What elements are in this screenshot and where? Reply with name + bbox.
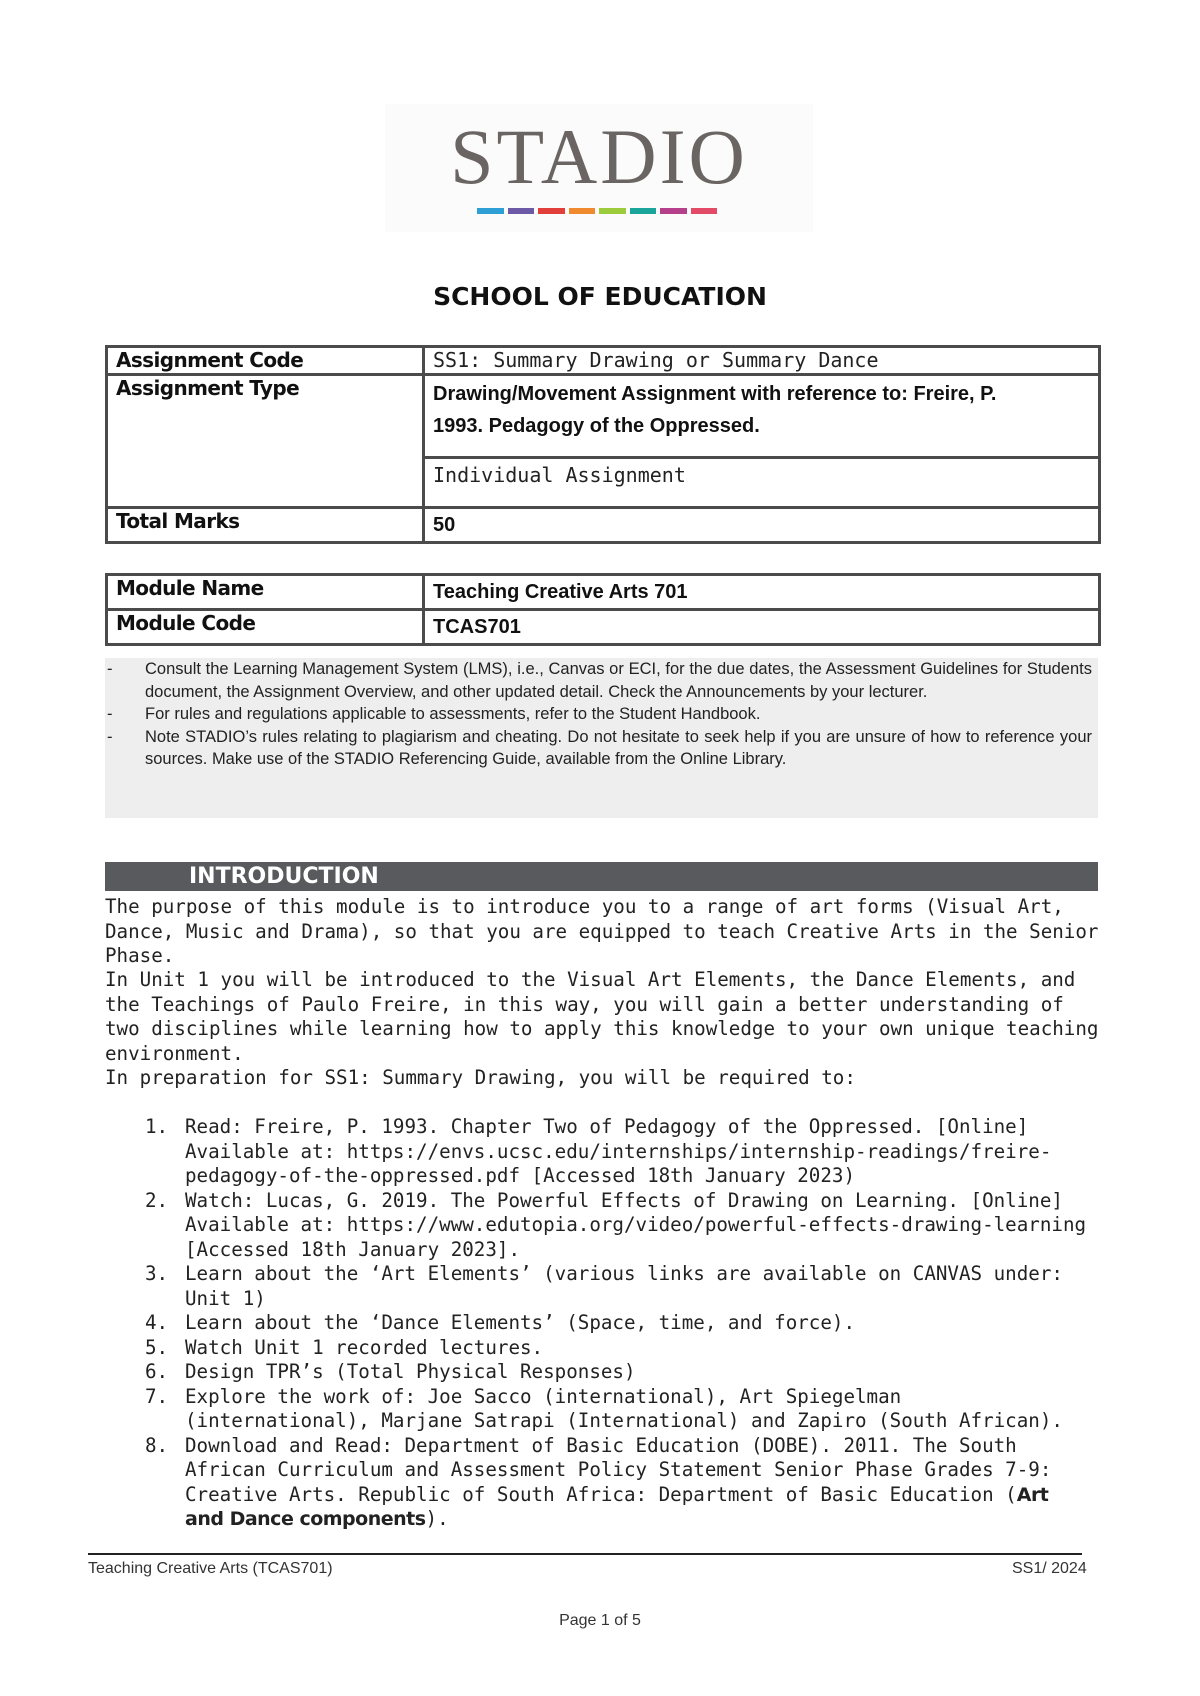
intro-paragraph-1: The purpose of this module is to introduce you to a range of art forms (Visual Art, Dance, Music and Drama), so that you are equipped to teach Creative Arts in the Senior Phase.: [105, 895, 1099, 967]
list-item: 2. Watch: Lucas, G. 2019. The Powerful Effects of Drawing on Learning. [Online] Available at: https://www.edutopia.org/video/powerful-effects-drawing-learning [Accessed 18th January 2023].: [145, 1188, 1087, 1261]
list-item: 5. Watch Unit 1 recorded lectures.: [145, 1335, 544, 1359]
footer-divider: [88, 1553, 1082, 1555]
assignment-mode: Individual Assignment: [433, 463, 686, 487]
total-marks-label: Total Marks: [107, 508, 424, 543]
assignment-type-value: [424, 375, 1100, 508]
logo-stripe-segment: [477, 208, 504, 214]
requirements-list: [105, 1115, 1090, 1532]
logo-stripe-segment: [630, 208, 657, 214]
list-item: 8. Download and Read: Department of Basic Education (DOBE). 2011. The South African Curriculum and Assessment Policy Statement Senior Phase Grades 7-9: Creative Arts. Republic of South Africa: Department of Basic Education (Art and Dance components).: [145, 1433, 1052, 1530]
logo-color-stripe: [477, 208, 717, 214]
assignment-type-line1: Drawing/Movement Assignment with reference to: Freire, P.: [433, 383, 997, 405]
note-item: - Note STADIO’s rules relating to plagiarism and cheating. Do not hesitate to seek help if you are unsure of how to reference your sources. Make use of the STADIO Referencing Guide, available from the Online Library.: [107, 727, 1092, 768]
introduction-heading: INTRODUCTION: [105, 862, 1098, 891]
logo-stripe-segment: [569, 208, 596, 214]
list-item: 3. Learn about the ‘Art Elements’ (various links are available on CANVAS under: Unit 1): [145, 1262, 1063, 1310]
logo-stripe-segment: [691, 208, 718, 214]
stadio-logo: STADIO: [450, 113, 748, 200]
module-table: [105, 573, 1101, 646]
footer-module: Teaching Creative Arts (TCAS701): [88, 1560, 333, 1577]
note-item: - For rules and regulations applicable to assessments, refer to the Student Handbook.: [107, 705, 761, 723]
list-item: 6. Design TPR’s (Total Physical Responses): [145, 1360, 636, 1383]
assignment-type-line2: 1993. Pedagogy of the Oppressed.: [433, 415, 760, 437]
module-name-value: Teaching Creative Arts 701: [424, 575, 1100, 610]
logo-stripe-segment: [538, 208, 565, 214]
intro-paragraph-2: In Unit 1 you will be introduced to the Visual Art Elements, the Dance Elements, and the Teachings of Paulo Freire, in this way, you will gain a better understanding of two disciplines while learning how to apply this knowledge to your own unique teaching environment.: [105, 968, 1099, 1065]
list-item: 4. Learn about the ‘Dance Elements’ (Space, time, and force).: [145, 1311, 856, 1334]
assessment-notes: [105, 658, 1098, 818]
page-number: Page 1 of 5: [559, 1612, 641, 1629]
module-code-label: Module Code: [107, 610, 424, 645]
intro-paragraph-3: In preparation for SS1: Summary Drawing, you will be required to:: [105, 1066, 856, 1089]
logo-stripe-segment: [660, 208, 687, 214]
list-item: 1. Read: Freire, P. 1993. Chapter Two of Pedagogy of the Oppressed. [Online] Available at: https://envs.ucsc.edu/internships/internship-readings/freire-pedagogy-of-the-oppressed.pdf [Accessed 18th January 2023): [145, 1115, 1052, 1187]
logo-stripe-segment: [599, 208, 626, 214]
module-code-value: TCAS701: [424, 610, 1100, 645]
assignment-type-label: Assignment Type: [107, 375, 424, 508]
school-title: SCHOOL OF EDUCATION: [433, 282, 767, 311]
assignment-code-value: SS1: Summary Drawing or Summary Dance: [424, 347, 1100, 375]
total-marks-value: 50: [424, 508, 1100, 543]
assignment-table: [105, 345, 1101, 544]
note-item: - Consult the Learning Management System (LMS), i.e., Canvas or ECI, for the due dates, the Assessment Guidelines for Students document, the Assignment Overview, and other updated detail. Check the Announcements by your lecturer.: [107, 660, 1092, 701]
assignment-code-label: Assignment Code: [107, 347, 424, 375]
logo-stripe-segment: [508, 208, 535, 214]
list-item: 7. Explore the work of: Joe Sacco (international), Art Spiegelman (international), Marjane Satrapi (International) and Zapiro (South African).: [145, 1384, 1063, 1432]
bold-components: Art and Dance components: [185, 1483, 1049, 1530]
module-name-label: Module Name: [107, 575, 424, 610]
footer-assessment: SS1/ 2024: [1012, 1560, 1087, 1577]
